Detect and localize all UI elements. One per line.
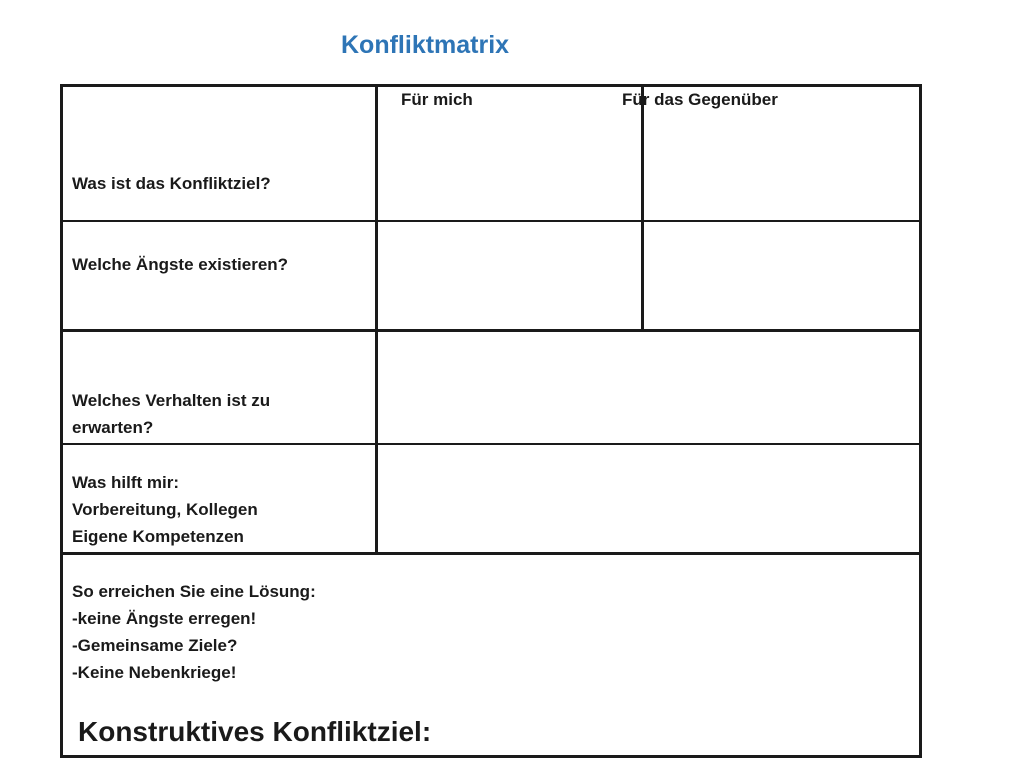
solution-heading: So erreichen Sie eine Lösung:	[72, 582, 316, 601]
row-label-behavior-line: Welches Verhalten ist zu	[72, 391, 271, 410]
row-divider-goal	[60, 220, 922, 222]
row-divider-behavior	[60, 443, 922, 445]
row-label-behavior-line: erwarten?	[72, 418, 154, 437]
column-header-for-other: Für das Gegenüber	[622, 90, 778, 109]
solution-item: -Keine Nebenkriege!	[72, 663, 237, 682]
row-label-behavior	[72, 387, 270, 441]
page-title: Konfliktmatrix	[341, 31, 510, 59]
row-label-help-line: Was hilft mir:	[72, 473, 180, 492]
row-label-goal: Was ist das Konfliktziel?	[72, 174, 271, 193]
row-divider-help	[60, 552, 922, 555]
column-divider-parties	[641, 84, 644, 331]
constructive-goal-heading: Konstruktives Konfliktziel:	[78, 716, 432, 747]
row-label-fears: Welche Ängste existieren?	[72, 255, 289, 274]
solution-block	[72, 578, 316, 686]
column-divider-labels	[375, 84, 378, 554]
solution-item: -keine Ängste erregen!	[72, 609, 257, 628]
solution-item: -Gemeinsame Ziele?	[72, 636, 238, 655]
column-header-for-me: Für mich	[401, 90, 473, 109]
row-label-help-line: Vorbereitung, Kollegen	[72, 500, 258, 519]
row-label-help	[72, 469, 258, 550]
row-label-help-line: Eigene Kompetenzen	[72, 527, 244, 546]
row-divider-fears	[60, 329, 922, 332]
